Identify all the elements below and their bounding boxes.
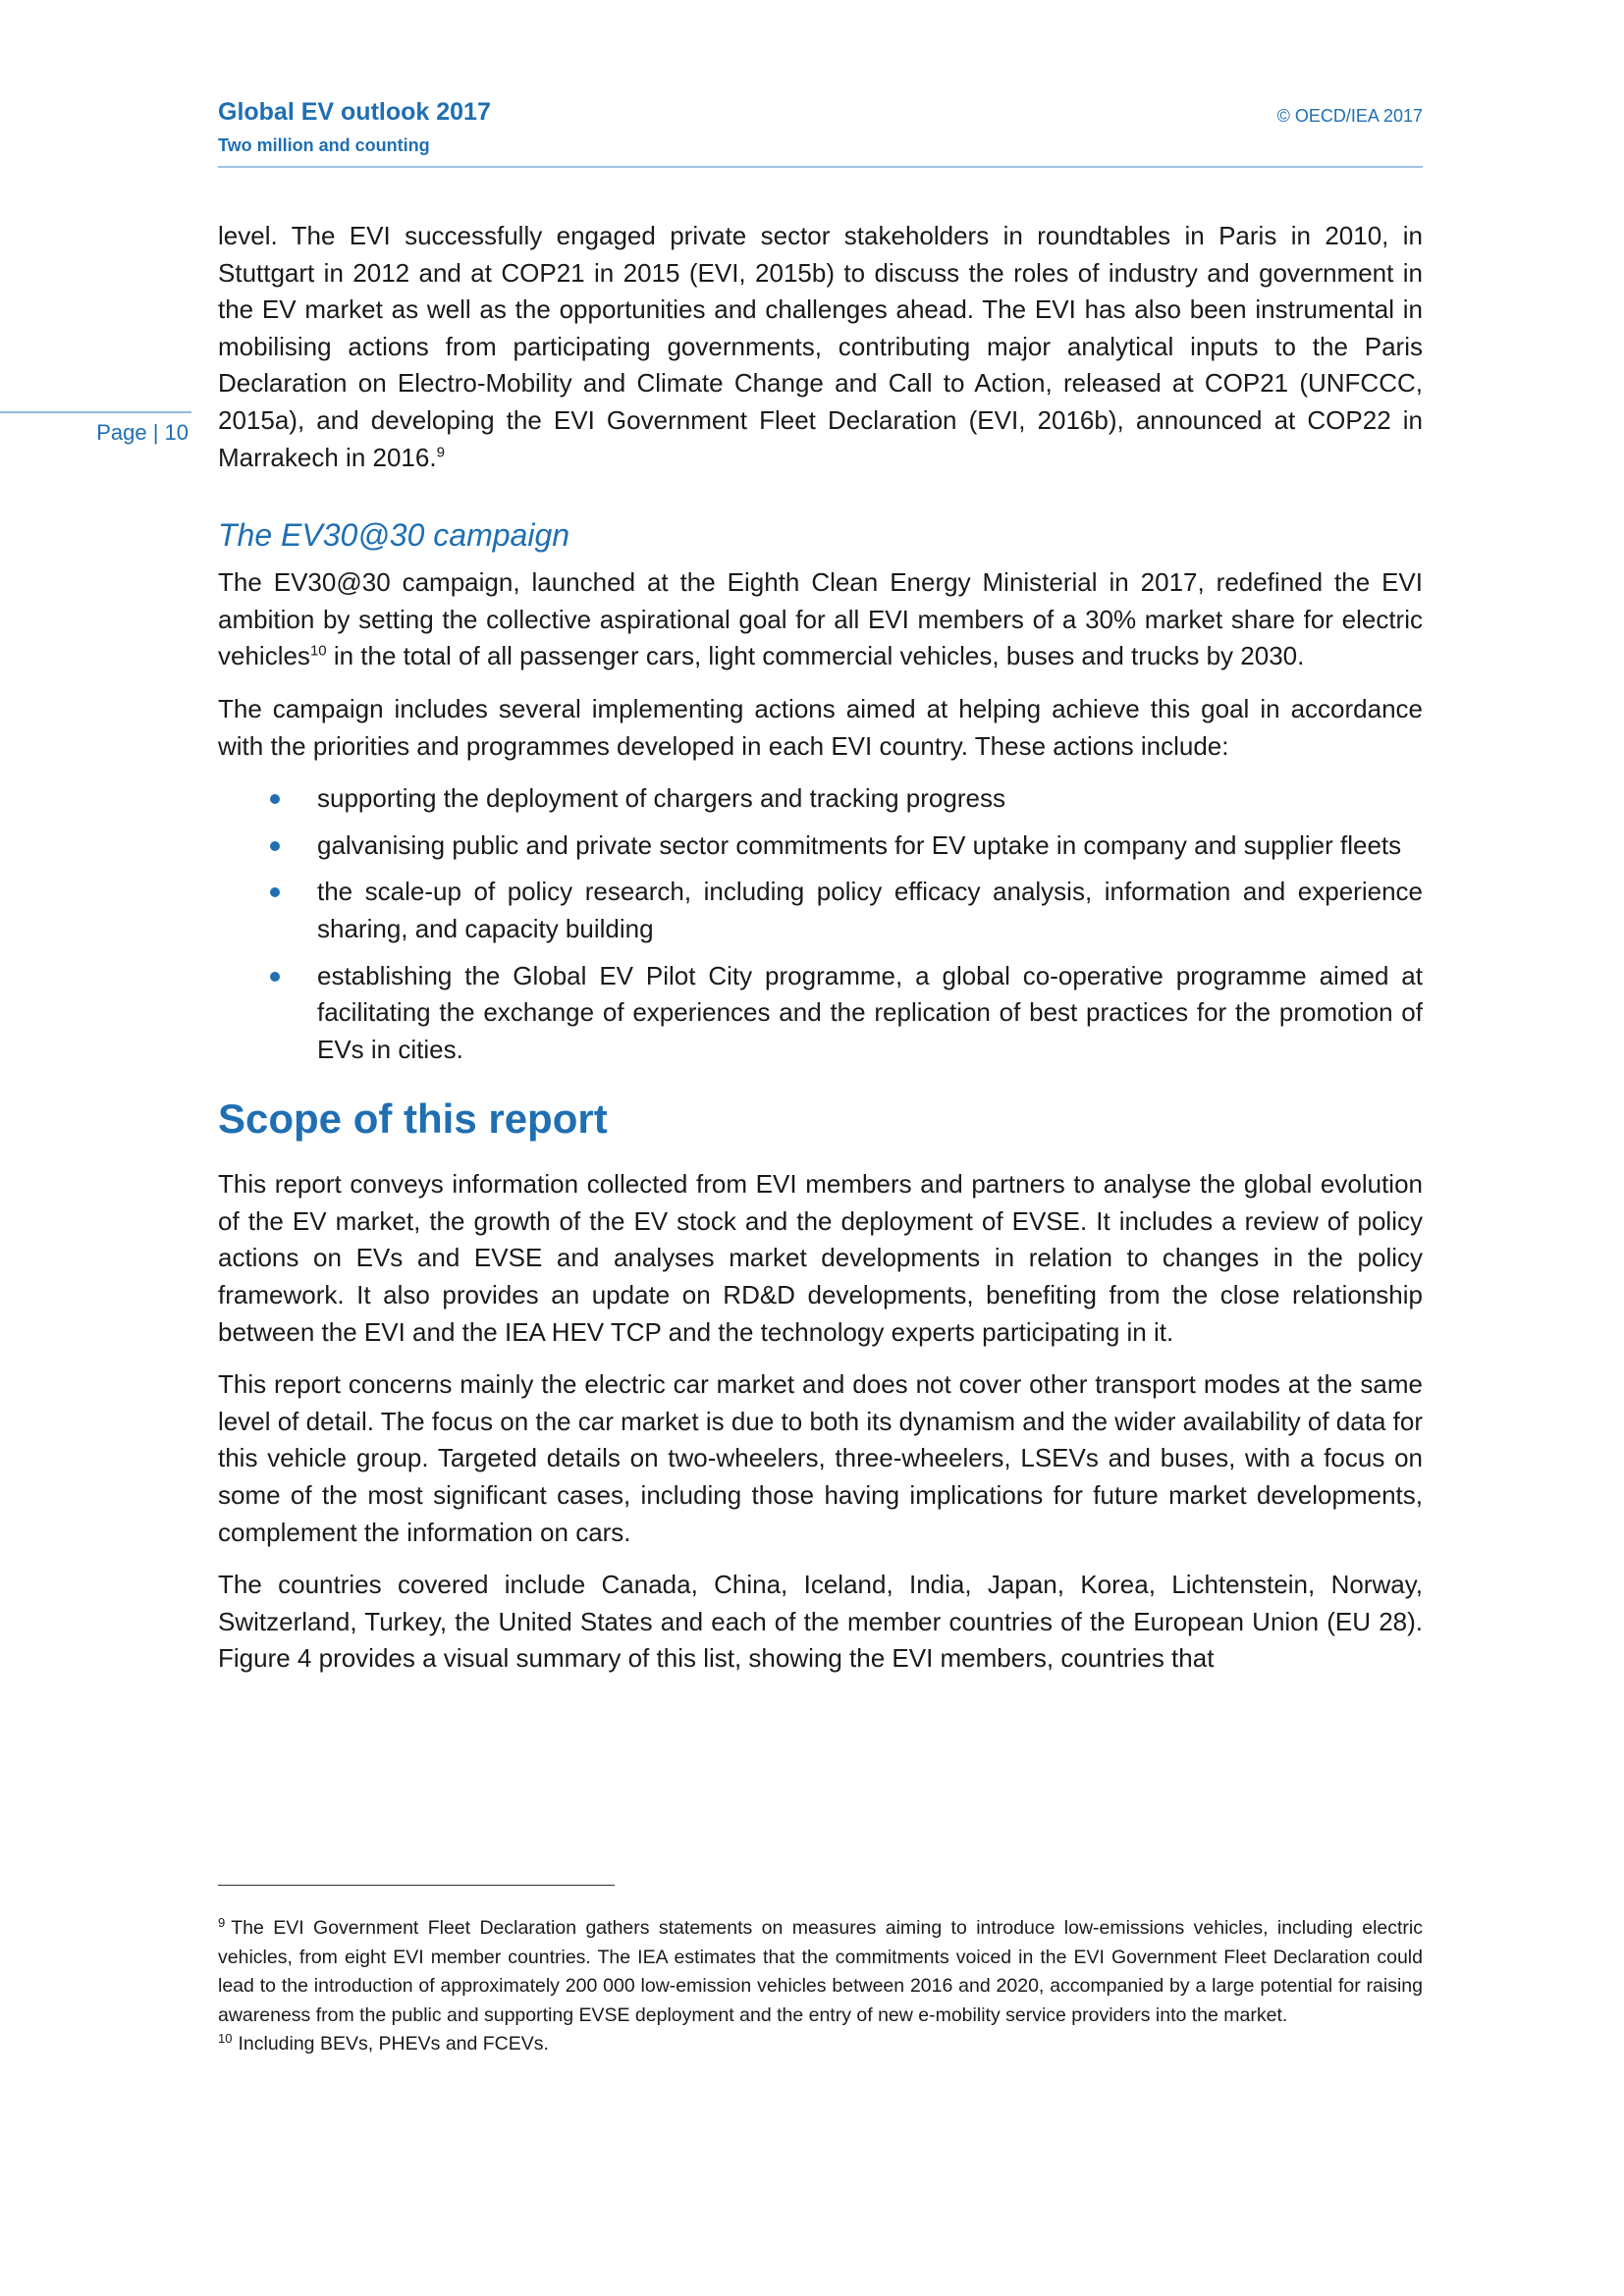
bullet-icon <box>270 972 280 982</box>
section-subheading: The EV30@30 campaign <box>218 517 570 554</box>
paragraph-text: The EV30@30 campaign, launched at the Eighth Clean Energy Ministerial in 2017, redefined the EVI ambition by setting the collective aspirational goal for all EVI members of a 30% market share for electric vehicles <box>218 567 1423 671</box>
bullet-icon <box>270 887 280 897</box>
paragraph-campaign-actions: The campaign includes several implementing actions aimed at helping achieve this goal in accordance with the priorities and programmes developed in each EVI country. These actions include: <box>218 693 1423 761</box>
paragraph-text: level. The EVI successfully engaged private sector stakeholders in roundtables in Paris in 2010, in Stuttgart in 2012 and at COP21 in 2015 (EVI, 2015b) to discuss the roles of industry and government in the EV market as well as the opportunities and challenges ahead. The EVI has also been instrumental in mobilising actions from participating governments, contributing major analytical inputs to the Paris Declaration on Electro-Mobility and Climate Change and Call to Action, released at COP21 (UNFCCC, 2015a), and developing the EVI Government Fleet Declaration (EVI, 2016b), announced at COP22 in Marrakech in 2016. <box>218 221 1423 472</box>
page-number: Page | 10 <box>96 420 189 445</box>
footnote-ref-10[interactable]: 10 <box>309 642 327 660</box>
footnote-text: Including BEVs, PHEVs and FCEVs. <box>238 2033 549 2055</box>
footnote-divider <box>218 1885 615 1886</box>
footnote-marker: 10 <box>218 2030 233 2046</box>
paragraph-car-market-focus: This report concerns mainly the electric car market and does not cover other transport modes at the same level of detail. The focus on the car market is due to both its dynamism and the wider availability of data for this vehicle group. Targeted details on two-wheelers, three-wheelers, LSEVs and buses, with a focus on some of the most significant cases, including those having implications for future market developments, complement the information on cars. <box>218 1369 1423 1547</box>
main-content <box>218 218 1423 1693</box>
list-item <box>218 780 1423 818</box>
list-item-text: galvanising public and private sector commitments for EV uptake in company and supplier fleets <box>317 829 1402 860</box>
actions-list <box>218 780 1423 1068</box>
list-item <box>218 874 1423 947</box>
footnote-ref-9[interactable]: 9 <box>436 443 445 460</box>
paragraph-text: in the total of all passenger cars, light commercial vehicles, buses and trucks by 2030. <box>326 641 1305 671</box>
list-item-text: the scale-up of policy research, including policy efficacy analysis, information and experience sharing, and capacity building <box>317 877 1423 943</box>
footnote-9 <box>218 1914 1423 2030</box>
report-subtitle: Two million and counting <box>218 135 430 155</box>
footnote-text: The EVI Government Fleet Declaration gathers statements on measures aiming to introduce low-emissions vehicles, including electric vehicles, from eight EVI member countries. The IEA estimates that the commitments voiced in the EVI Government Fleet Declaration could lead to the introduction of approximately 200 000 low-emission vehicles between 2016 and 2020, accompanied by a large potential for raising awareness from the public and supporting EVSE deployment and the entry of new e-mobility service providers into the market. <box>218 1917 1423 2026</box>
paragraph-report-scope: This report conveys information collected from EVI members and partners to analyse the global evolution of the EV market, the growth of the EV stock and the deployment of EVSE. It includes a review of policy actions on EVs and EVSE and analyses market developments in relation to changes in the policy framework. It also provides an update on RD&D developments, benefiting from the close relationship between the EVI and the IEA HEV TCP and the technology experts participating in it. <box>218 1169 1423 1347</box>
page-number-divider <box>0 411 191 413</box>
header-divider <box>218 166 1423 168</box>
bullet-icon <box>270 794 280 804</box>
footnotes <box>218 1914 1423 2059</box>
bullet-icon <box>270 841 280 851</box>
copyright-notice: © OECD/IEA 2017 <box>1276 106 1423 126</box>
section-heading: Scope of this report <box>218 1095 608 1143</box>
list-item <box>218 958 1423 1069</box>
paragraph-countries-covered: The countries covered include Canada, China, Iceland, India, Japan, Korea, Lichtenstein, Norway, Switzerland, Turkey, the United States and each of the member countries of the European Union (EU 28). Figure 4 provides a visual summary of this list, showing the EVI members, countries that <box>218 1570 1423 1674</box>
paragraph-ev3030 <box>218 564 1423 675</box>
paragraph-evi-engagement <box>218 218 1423 476</box>
footnote-10 <box>218 2030 1423 2059</box>
footnote-marker: 9 <box>218 1914 226 1930</box>
list-item <box>218 828 1423 865</box>
list-item-text: supporting the deployment of chargers and tracking progress <box>317 783 1005 814</box>
report-title: Global EV outlook 2017 <box>218 98 491 126</box>
list-item-text: establishing the Global EV Pilot City programme, a global co-operative programme aimed at facilitating the exchange of experiences and the replication of best practices for the promotion of EVs in cities. <box>317 960 1423 1064</box>
